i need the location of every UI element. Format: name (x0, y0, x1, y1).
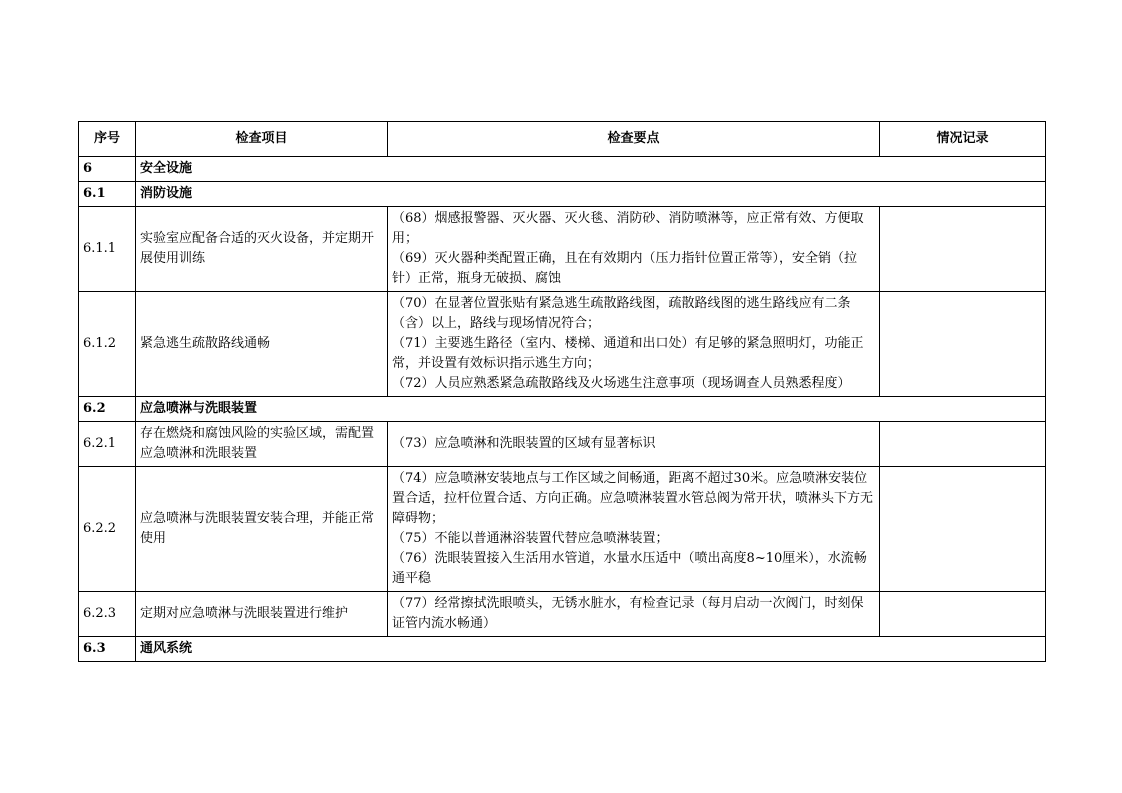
check-points (388, 592, 880, 637)
check-point: （76）洗眼装置接入生活用水管道，水量水压适中（喷出高度8~10厘米），水流畅通平稳 (392, 551, 867, 586)
section-number: 6.1 (79, 182, 136, 207)
check-point: （74）应急喷淋安装地点与工作区域之间畅通，距离不超过30米。应急喷淋安装位置合适，拉杆位置合适、方向正确。应急喷淋装置水管总阀为常开状，喷淋头下方无障碍物； (392, 471, 874, 526)
record-cell[interactable] (880, 592, 1046, 637)
header-item: 检查项目 (136, 122, 388, 157)
header-record: 情况记录 (880, 122, 1046, 157)
table-body (79, 157, 1046, 662)
section-title: 消防设施 (136, 182, 1046, 207)
section-number: 6 (79, 157, 136, 182)
section-title: 应急喷淋与洗眼装置 (136, 397, 1046, 422)
table-row (79, 292, 1046, 397)
section-row (79, 637, 1046, 662)
table-row (79, 592, 1046, 637)
table-header-row (79, 122, 1046, 157)
check-item: 存在燃烧和腐蚀风险的实验区域，需配置应急喷淋和洗眼装置 (136, 422, 388, 467)
section-number: 6.3 (79, 637, 136, 662)
record-cell[interactable] (880, 467, 1046, 592)
header-number: 序号 (79, 122, 136, 157)
check-points (388, 292, 880, 397)
check-point: （72）人员应熟悉紧急疏散路线及火场逃生注意事项（现场调查人员熟悉程度） (392, 376, 851, 391)
item-number: 6.1.2 (79, 292, 136, 397)
check-item: 紧急逃生疏散路线通畅 (136, 292, 388, 397)
check-points (388, 467, 880, 592)
item-number: 6.2.2 (79, 467, 136, 592)
record-cell[interactable] (880, 207, 1046, 292)
section-title: 通风系统 (136, 637, 1046, 662)
section-row (79, 397, 1046, 422)
check-point: （73）应急喷淋和洗眼装置的区域有显著标识 (392, 436, 656, 451)
inspection-table (78, 121, 1046, 662)
record-cell[interactable] (880, 422, 1046, 467)
table-row (79, 422, 1046, 467)
check-points (388, 422, 880, 467)
check-point: （68）烟感报警器、灭火器、灭火毯、消防砂、消防喷淋等，应正常有效、方便取用； (392, 211, 864, 246)
check-point: （71）主要逃生路径（室内、楼梯、通道和出口处）有足够的紧急照明灯，功能正常，并设置有效标识指示逃生方向； (392, 336, 864, 371)
section-title: 安全设施 (136, 157, 1046, 182)
record-cell[interactable] (880, 292, 1046, 397)
item-number: 6.2.3 (79, 592, 136, 637)
section-row (79, 182, 1046, 207)
check-item: 实验室应配备合适的灭火设备，并定期开展使用训练 (136, 207, 388, 292)
item-number: 6.1.1 (79, 207, 136, 292)
check-item: 应急喷淋与洗眼装置安装合理，并能正常使用 (136, 467, 388, 592)
table-row (79, 207, 1046, 292)
header-points: 检查要点 (388, 122, 880, 157)
section-number: 6.2 (79, 397, 136, 422)
check-points (388, 207, 880, 292)
check-point: （75）不能以普通淋浴装置代替应急喷淋装置； (392, 531, 669, 546)
check-point: （69）灭火器种类配置正确，且在有效期内（压力指针位置正常等），安全销（拉针）正常，瓶身无破损、腐蚀 (392, 251, 858, 286)
table-row (79, 467, 1046, 592)
check-item: 定期对应急喷淋与洗眼装置进行维护 (136, 592, 388, 637)
check-point: （70）在显著位置张贴有紧急逃生疏散路线图，疏散路线图的逃生路线应有二条（含）以上，路线与现场情况符合； (392, 296, 851, 331)
check-point: （77）经常擦拭洗眼喷头，无锈水脏水，有检查记录（每月启动一次阀门，时刻保证管内流水畅通） (392, 596, 864, 631)
section-row (79, 157, 1046, 182)
item-number: 6.2.1 (79, 422, 136, 467)
